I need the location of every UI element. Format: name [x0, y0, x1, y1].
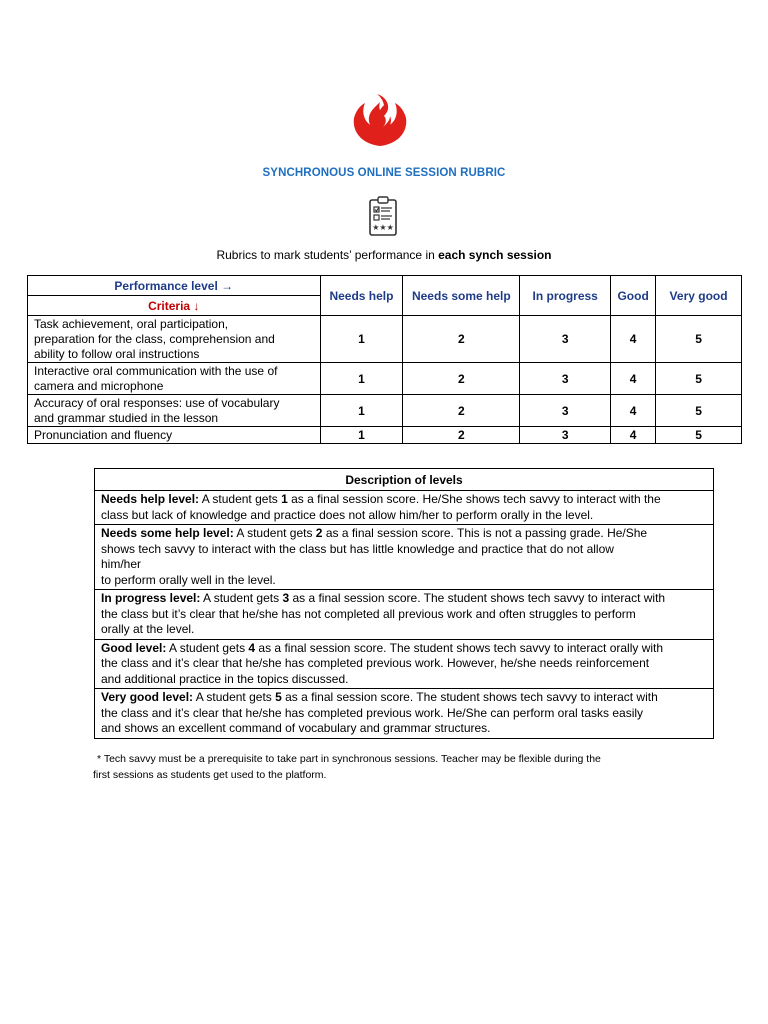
- description-table: [94, 468, 714, 739]
- footnote: * Tech savvy must be a prerequisite to take part in synchronous sessions. Teacher may be flexible during the first sessions as students get used to the platform.: [93, 753, 601, 781]
- level-description: Good level: A student gets 4 as a final session score. The student shows tech savvy to interact orally with the class and it’s clear that he/she has completed previous work. However, he/she needs reinforcement and additional practice in the topics discussed.: [95, 639, 714, 689]
- level-header: Needs help: [320, 276, 403, 316]
- score-cell: 5: [656, 316, 742, 363]
- score-cell: 4: [611, 316, 656, 363]
- performance-level-header: Performance level →: [28, 276, 321, 296]
- criterion-cell: Task achievement, oral participation, preparation for the class, comprehension and ability to follow oral instructions: [28, 316, 321, 363]
- criteria-header: Criteria ↓: [28, 296, 321, 316]
- table-row: [28, 316, 742, 363]
- level-header: Needs some help: [403, 276, 520, 316]
- arrow-right-icon: →: [221, 278, 234, 293]
- level-description: Very good level: A student gets 5 as a final session score. The student shows tech savvy to interact with the class and it’s clear that he/she has completed previous work. He/She can perform oral tasks easily and shows an excellent command of vocabulary and grammar structures.: [95, 689, 714, 739]
- table-row: [28, 395, 742, 427]
- score-cell: 2: [403, 395, 520, 427]
- table-row: [28, 363, 742, 395]
- subtitle: [0, 248, 768, 262]
- score-cell: 2: [403, 427, 520, 444]
- score-cell: 5: [656, 363, 742, 395]
- score-cell: 1: [320, 427, 403, 444]
- subtitle-text: Rubrics to mark students’ performance in: [216, 248, 439, 262]
- score-cell: 4: [611, 427, 656, 444]
- svg-text:★★★: ★★★: [372, 223, 394, 232]
- level-header: In progress: [520, 276, 611, 316]
- table-row: [95, 525, 714, 590]
- criterion-cell: Accuracy of oral responses: use of vocabulary and grammar studied in the lesson: [28, 395, 321, 427]
- table-row: [95, 590, 714, 640]
- criterion-cell: Pronunciation and fluency: [28, 427, 321, 444]
- score-cell: 1: [320, 363, 403, 395]
- level-description: In progress level: A student gets 3 as a final session score. The student shows tech savvy to interact with the class but it’s clear that he/she has not completed all previous work and often struggles to perform orally at the level.: [95, 590, 714, 640]
- level-description: Needs some help level: A student gets 2 as a final session score. This is not a passing grade. He/She shows tech savvy to interact with the class but has little knowledge and practice that do not allow him/her to perform orally well in the level.: [95, 525, 714, 590]
- score-cell: 5: [656, 395, 742, 427]
- score-cell: 3: [520, 427, 611, 444]
- rubric-table: [27, 275, 742, 444]
- score-cell: 1: [320, 316, 403, 363]
- criterion-cell: Interactive oral communication with the use of camera and microphone: [28, 363, 321, 395]
- table-row: [95, 689, 714, 739]
- subtitle-bold: each synch session: [438, 248, 552, 262]
- description-header: Description of levels: [95, 469, 714, 491]
- score-cell: 3: [520, 316, 611, 363]
- score-cell: 2: [403, 316, 520, 363]
- table-row: [95, 491, 714, 525]
- table-row: [28, 427, 742, 444]
- page-title: SYNCHRONOUS ONLINE SESSION RUBRIC: [262, 167, 506, 179]
- score-cell: 4: [611, 363, 656, 395]
- score-cell: 5: [656, 427, 742, 444]
- flame-logo-icon: [350, 92, 410, 148]
- level-description: Needs help level: A student gets 1 as a final session score. He/She shows tech savvy to interact with the class but lack of knowledge and practice does not allow him/her to perform orally in the level.: [95, 491, 714, 525]
- table-row: [95, 639, 714, 689]
- arrow-down-icon: ↓: [193, 298, 200, 313]
- level-header: Very good: [656, 276, 742, 316]
- level-header: Good: [611, 276, 656, 316]
- checklist-clipboard-icon: [366, 195, 400, 237]
- score-cell: 2: [403, 363, 520, 395]
- score-cell: 3: [520, 363, 611, 395]
- score-cell: 4: [611, 395, 656, 427]
- score-cell: 3: [520, 395, 611, 427]
- score-cell: 1: [320, 395, 403, 427]
